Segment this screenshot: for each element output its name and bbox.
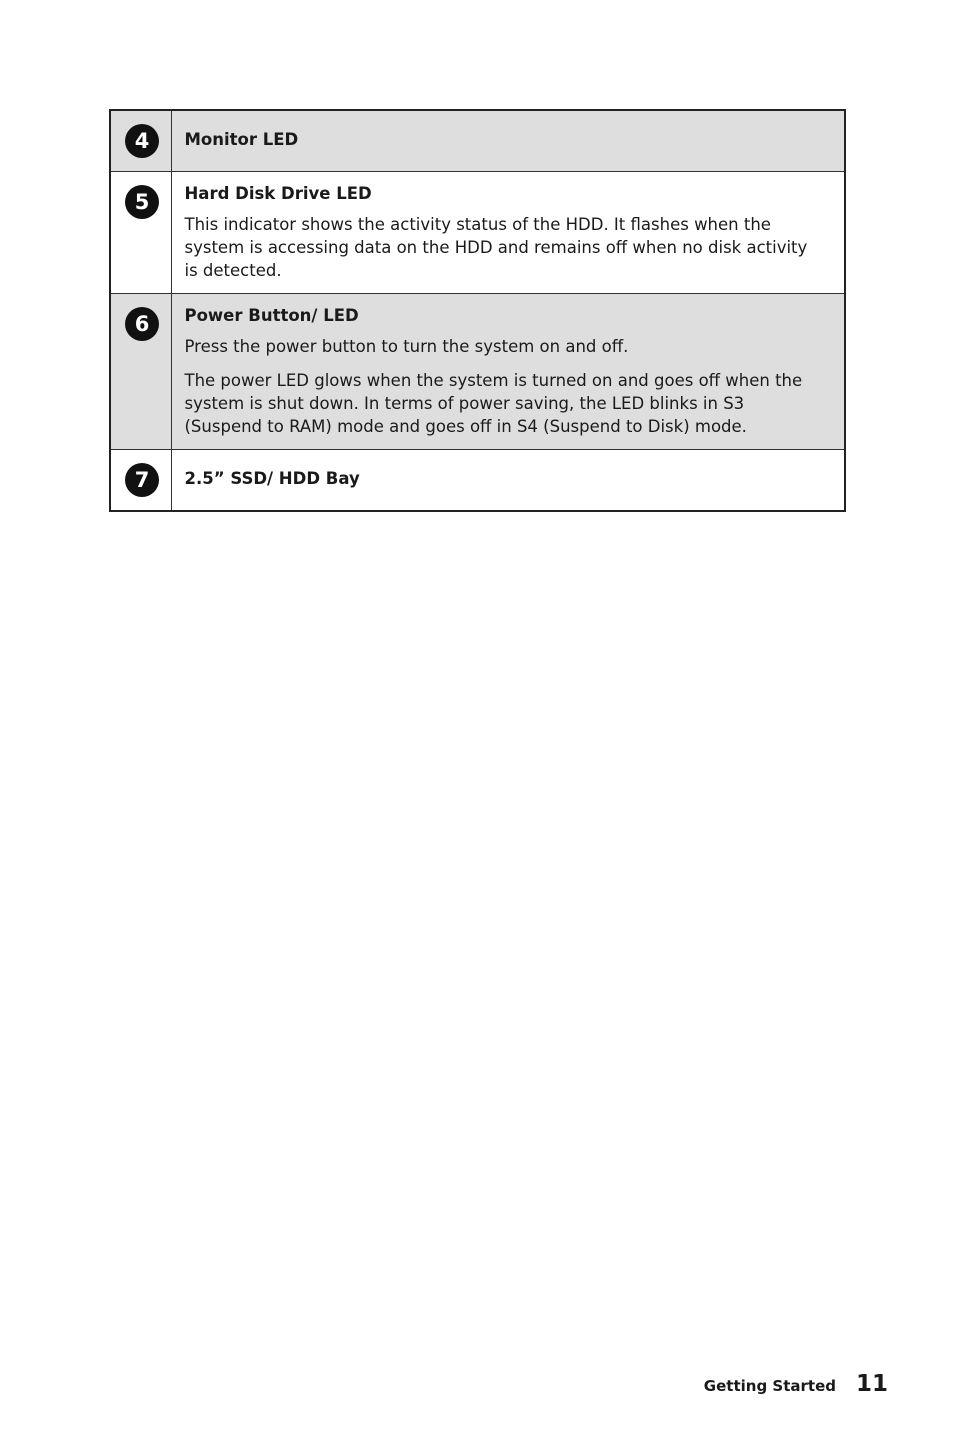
number-badge: 5: [125, 185, 159, 219]
page-number: 11: [855, 1371, 888, 1397]
number-cell: [110, 450, 171, 512]
row-description: Press the power button to turn the system on and off.: [184, 337, 629, 356]
footer-section-title: Getting Started: [703, 1377, 836, 1395]
page-footer: [704, 1371, 888, 1397]
row-description: This indicator shows the activity status of the HDD. It flashes when the system is accessing data on the HDD and remains off when no disk activity is detected.: [184, 215, 808, 280]
table-row-power-button: [110, 294, 845, 450]
number-badge: 4: [125, 124, 159, 158]
row-title: Power Button/ LED: [184, 306, 359, 325]
number-badge: 6: [125, 307, 159, 341]
component-table: [109, 109, 846, 512]
content-cell: [171, 294, 845, 450]
content-cell: [171, 110, 845, 172]
row-title: Monitor LED: [184, 130, 299, 149]
table-row-hdd-led: [110, 172, 845, 294]
number-cell: [110, 172, 171, 294]
number-badge: 7: [125, 463, 159, 497]
row-title: 2.5” SSD/ HDD Bay: [184, 469, 360, 488]
table-row-monitor-led: [110, 110, 845, 172]
content-cell: [171, 450, 845, 512]
content-cell: [171, 172, 845, 294]
table-row-ssd-bay: [110, 450, 845, 512]
row-description: The power LED glows when the system is turned on and goes off when the system is shut down. In terms of power saving, the LED blinks in S3 (Suspend to RAM) mode and goes off in S4 (Suspend to Disk) mode.: [184, 371, 803, 436]
number-cell: [110, 294, 171, 450]
number-cell: [110, 110, 171, 172]
row-title: Hard Disk Drive LED: [184, 184, 372, 203]
